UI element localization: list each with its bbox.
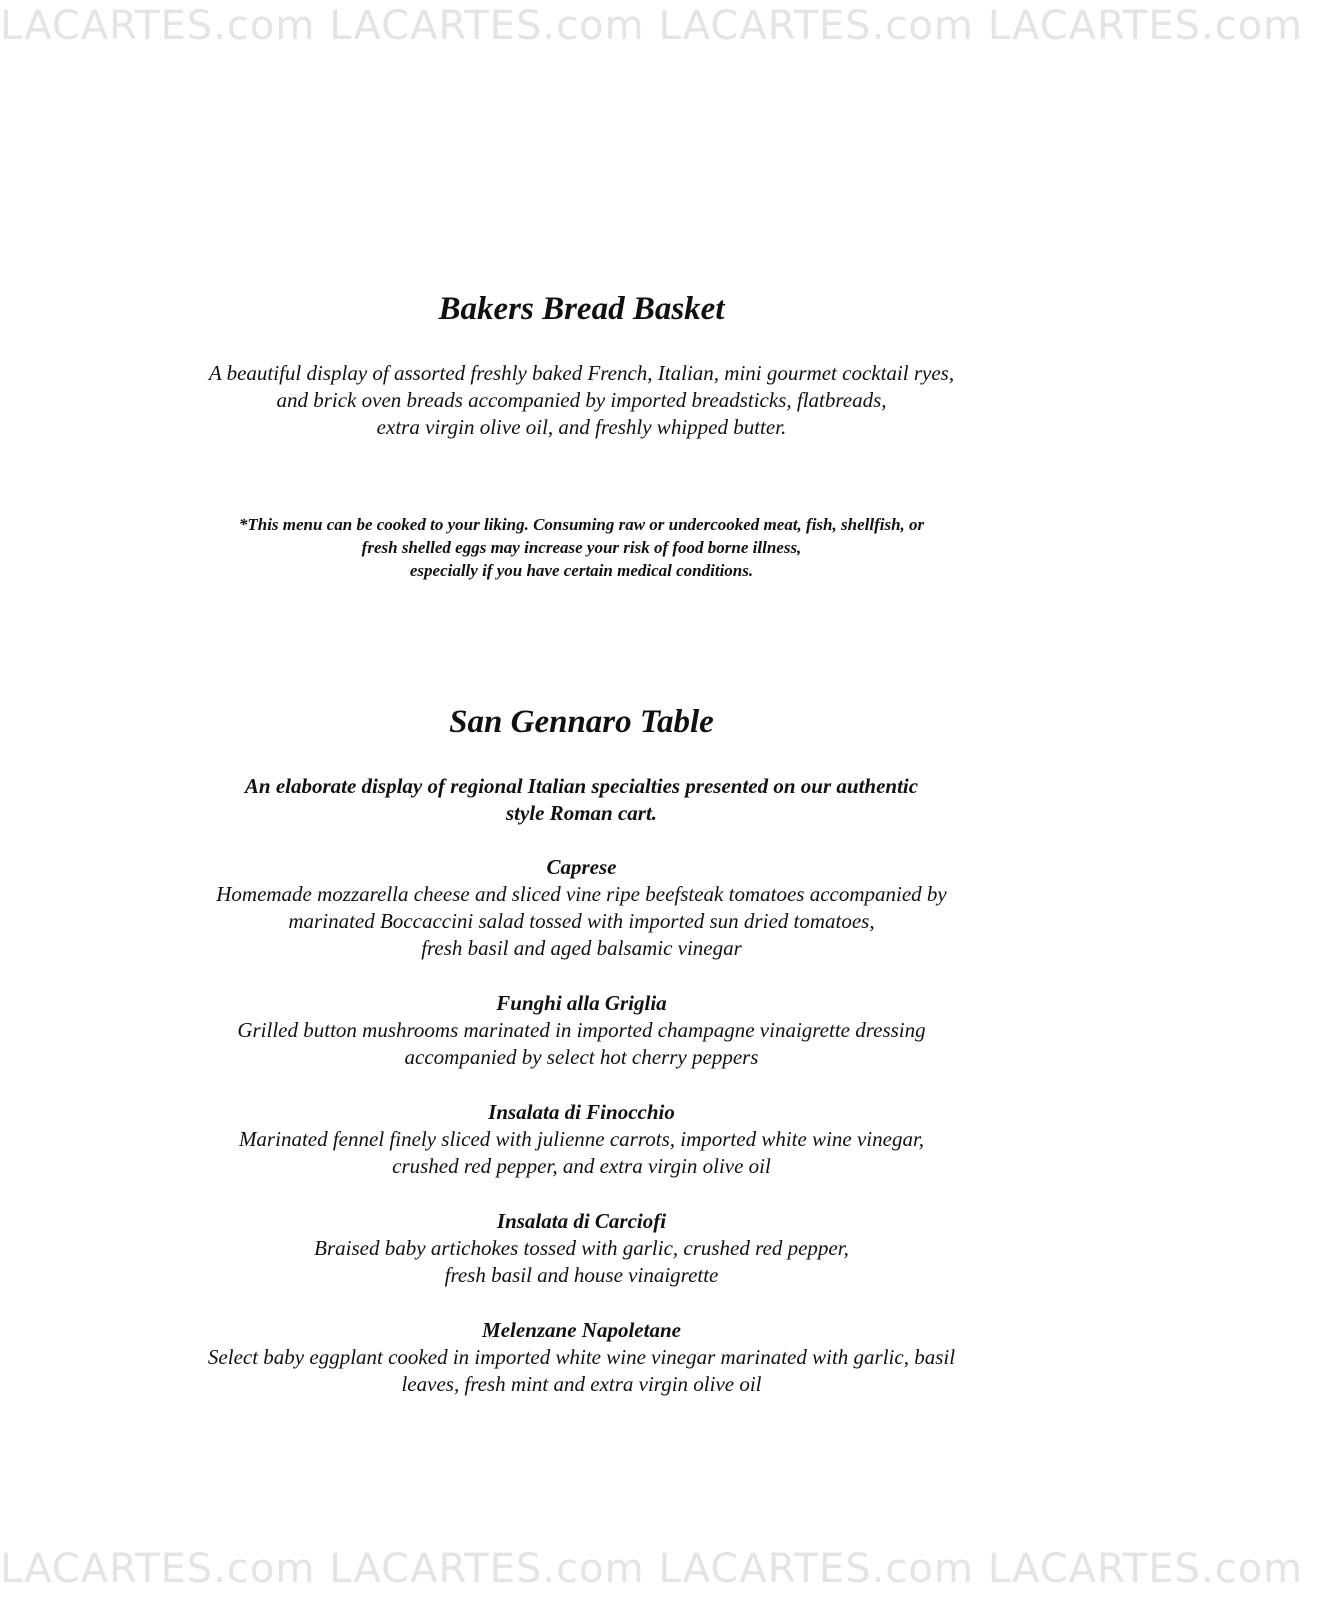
dish-name: Melenzane Napoletane: [482, 1318, 681, 1342]
san-gennaro-title: San Gennaro Table: [449, 704, 714, 740]
intro-line: style Roman cart.: [505, 801, 658, 825]
dish-funghi-alla-griglia: [0, 990, 1163, 1071]
watermark-text: LACARTES.com: [0, 3, 316, 49]
dish-name: Insalata di Carciofi: [496, 1209, 667, 1233]
san-gennaro-intro: [0, 773, 1163, 827]
dish-description-line: Braised baby artichokes tossed with garlic, crushed red pepper,: [314, 1236, 849, 1260]
dish-description-line: crushed red pepper, and extra virgin olive oil: [392, 1154, 771, 1178]
watermark-bottom: [0, 1546, 1304, 1592]
dish-insalata-di-finocchio: [0, 1099, 1163, 1180]
watermark-text: LACARTES.com: [329, 1546, 645, 1592]
dish-name: Caprese: [546, 855, 617, 879]
dish-description-line: Marinated fennel finely sliced with julienne carrots, imported white wine vinegar,: [238, 1127, 925, 1151]
watermark-text: LACARTES.com: [329, 3, 645, 49]
watermark-text: LACARTES.com: [658, 1546, 974, 1592]
description-line: extra virgin olive oil, and freshly whipped butter.: [376, 415, 787, 439]
watermark-text: LACARTES.com: [987, 1546, 1304, 1592]
dish-caprese: [0, 854, 1163, 962]
watermark-top: [0, 3, 1304, 49]
watermark-text: LACARTES.com: [658, 3, 974, 49]
watermark-text: LACARTES.com: [0, 1546, 316, 1592]
dish-description-line: fresh basil and aged balsamic vinegar: [421, 936, 742, 960]
bread-basket-description: [0, 360, 1163, 441]
description-line: and brick oven breads accompanied by imported breadsticks, flatbreads,: [276, 388, 887, 412]
dish-name: Funghi alla Griglia: [496, 991, 667, 1015]
bread-basket-title: Bakers Bread Basket: [438, 291, 725, 327]
description-line: A beautiful display of assorted freshly baked French, Italian, mini gourmet cocktail ryes,: [208, 361, 955, 385]
intro-line: An elaborate display of regional Italian specialties presented on our authentic: [244, 774, 919, 798]
dish-name: Insalata di Finocchio: [488, 1100, 675, 1124]
notice-line: fresh shelled eggs may increase your risk of food borne illness,: [361, 538, 802, 557]
dish-insalata-di-carciofi: [0, 1208, 1163, 1289]
dish-description-line: marinated Boccaccini salad tossed with imported sun dried tomatoes,: [288, 909, 875, 933]
watermark-text: LACARTES.com: [987, 3, 1304, 49]
notice-line: especially if you have certain medical conditions.: [409, 561, 754, 580]
dish-melenzane-napoletane: [0, 1317, 1163, 1398]
notice-line: *This menu can be cooked to your liking. Consuming raw or undercooked meat, fish, shellfish, or: [238, 515, 925, 534]
dish-description-line: Homemade mozzarella cheese and sliced vine ripe beefsteak tomatoes accompanied by: [216, 882, 947, 906]
dish-description-line: Select baby eggplant cooked in imported white wine vinegar marinated with garlic, basil: [207, 1345, 956, 1369]
dish-description-line: Grilled button mushrooms marinated in imported champagne vinaigrette dressing: [237, 1018, 926, 1042]
dish-description-line: fresh basil and house vinaigrette: [444, 1263, 719, 1287]
dish-description-line: accompanied by select hot cherry peppers: [404, 1045, 759, 1069]
dish-description-line: leaves, fresh mint and extra virgin olive oil: [401, 1372, 762, 1396]
food-safety-notice: [0, 513, 1163, 582]
